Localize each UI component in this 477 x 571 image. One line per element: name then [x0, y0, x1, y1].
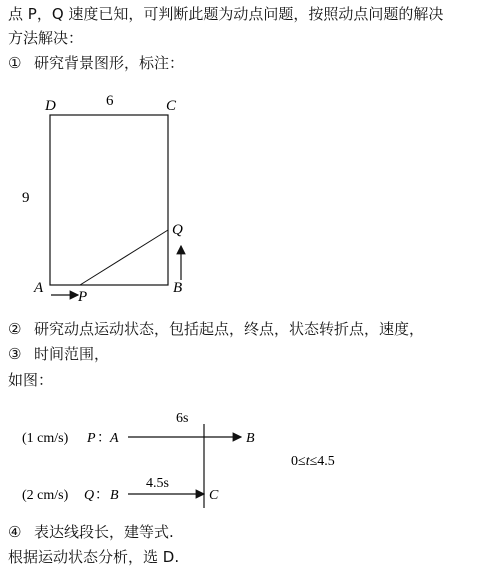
rectangle-abcd — [50, 115, 168, 285]
intro-line-2: 方法解决： — [8, 29, 84, 47]
top-side-length: 6 — [106, 93, 114, 109]
q-name: Q — [84, 488, 95, 503]
q-time: 4.5s — [146, 476, 169, 491]
p-name: P — [87, 431, 96, 446]
as-figure-label: 如图： — [8, 371, 54, 389]
q-end: C — [209, 488, 219, 503]
step-3-text: 时间范围， — [34, 345, 110, 363]
label-q: Q — [172, 222, 183, 238]
step-3-number: ③ — [8, 345, 22, 363]
p-end: B — [246, 431, 255, 446]
label-b: B — [173, 280, 183, 296]
step-4-text: 表达线段长，建等式. — [34, 523, 174, 541]
step-1-text: 研究背景图形，标注： — [34, 54, 185, 72]
label-a: A — [34, 280, 44, 296]
step-2-text: 研究动点运动状态，包括起点，终点，状态转折点，速度， — [34, 320, 425, 338]
step-2-number: ② — [8, 320, 22, 338]
p-start: A — [110, 431, 119, 446]
segment-pq — [80, 230, 168, 285]
intro-line-1: 点 P，Q 速度已知，可判断此题为动点问题，按照动点问题的解决 — [8, 5, 444, 23]
label-p: P — [78, 289, 88, 305]
q-colon: ： — [95, 488, 109, 503]
q-speed: (2 cm/s) — [22, 488, 69, 503]
label-d: D — [45, 98, 56, 114]
q-start: B — [110, 488, 119, 503]
label-c: C — [166, 98, 177, 114]
conclusion-line: 根据运动状态分析，选 D. — [8, 548, 180, 566]
step-1-number: ① — [8, 54, 22, 72]
step-4-number: ④ — [8, 523, 22, 541]
p-time: 6s — [176, 411, 189, 426]
left-side-length: 9 — [22, 190, 30, 206]
rectangle-figure — [22, 93, 183, 305]
p-colon: ： — [97, 431, 111, 446]
time-range: 0≤t≤4.5 — [291, 454, 335, 469]
motion-timeline — [22, 411, 335, 508]
p-speed: (1 cm/s) — [22, 431, 69, 446]
